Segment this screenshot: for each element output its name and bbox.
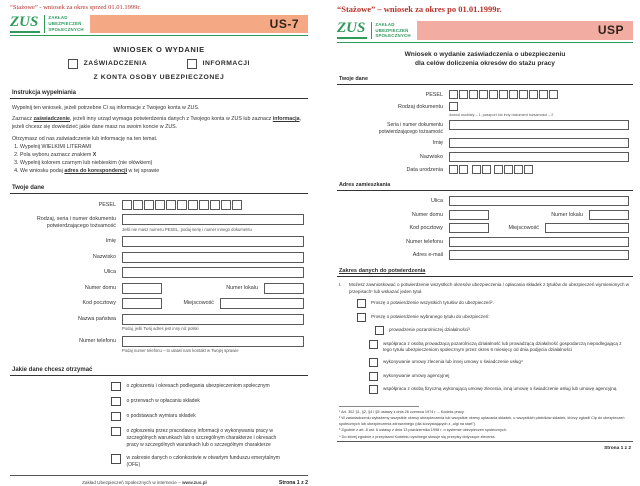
- city-input[interactable]: [220, 298, 304, 309]
- char-box[interactable]: [449, 90, 458, 99]
- document-type-row: [337, 102, 633, 117]
- pesel-row: [10, 200, 308, 210]
- option-row: [111, 427, 310, 449]
- us7-form-code: US-7: [269, 17, 299, 31]
- phone-input[interactable]: [449, 237, 629, 247]
- country-hint: Podaj, jeśli Twój adres jest inny niż polski: [122, 326, 199, 332]
- footnote: ¹ Art. 302 §1, §2, §4 i §5 ustawy z dnia 26 czerwca 1974 r. – Kodeks pracy.: [339, 409, 465, 414]
- chosen-title-label: Proszę o potwierdzenie wybranego tytułu do ubezpieczeń:: [371, 313, 490, 319]
- char-box[interactable]: [232, 200, 242, 210]
- pesel-label: PESEL: [425, 91, 443, 98]
- sub-option-label: współpraca z osobą prowadzącą pozarolniczą działalność lub prowadzącą działalność gospodarczą niepodlegającą z tego tytułu ubezpieczeniom społecznym przez okres 6 miesięcy od dnia podjęcia działalności: [383, 340, 622, 353]
- pesel-input[interactable]: [449, 90, 629, 99]
- char-box[interactable]: [133, 200, 143, 210]
- char-box[interactable]: [479, 90, 488, 99]
- usp-title-line2: dla celów doliczenia okresów do stażu pracy: [415, 60, 555, 68]
- street-row: [10, 267, 308, 278]
- us7-footer: [8, 475, 310, 486]
- option-label: o zgłoszeniu i okresach podlegania ubezpieczeniom społecznym: [126, 382, 270, 389]
- house-flat-row: [337, 210, 633, 220]
- char-box[interactable]: [144, 200, 154, 210]
- email-row: [337, 250, 633, 260]
- first-name-row: [10, 236, 308, 247]
- instruction-item: 1. Wypełnij WIELKIMI LITERAMI: [20, 144, 306, 152]
- zus-logo: [10, 15, 90, 33]
- instruction-item: 4. We wniosku podaj adres do korespondencji w tej sprawie: [20, 168, 306, 176]
- form-usp-page: [333, 2, 637, 451]
- section-scope: Zakres danych do potwierdzenia: [337, 268, 633, 277]
- us7-title: WNIOSEK O WYDANIE: [113, 45, 205, 54]
- option-label: o zgłoszeniu przez pracodawcę informacji o wykonywaniu pracy w szczególnych warunkach lub o szczególnym charakterze i okresach pracy w szczególnych warunkach lub o szczególnym charakterze: [126, 427, 277, 448]
- usp-header: [337, 21, 633, 40]
- option-label: o podstawach wymiaru składek: [126, 412, 196, 419]
- last-name-row: [10, 252, 308, 263]
- char-box[interactable]: [199, 200, 209, 210]
- document-number-row: [337, 120, 633, 135]
- zus-logo: [337, 21, 417, 40]
- section-your-data: Twoje dane: [10, 185, 308, 194]
- last-name-input[interactable]: [122, 252, 304, 263]
- birth-date-row: [337, 165, 633, 174]
- sub-option-checkbox[interactable]: [369, 372, 378, 381]
- us7-subtitle: Z KONTA OSOBY UBEZPIECZONEJ: [93, 73, 225, 81]
- document-label: Rodzaj, seria i numer dokumentu potwierdzającego tożsamość: [36, 216, 116, 230]
- document-number-input[interactable]: [449, 120, 629, 130]
- street-label: Ulica: [104, 269, 116, 276]
- section-what-data: Jakie dane chcesz otrzymać: [10, 367, 308, 376]
- section-address: Adres zamieszkania: [337, 182, 633, 191]
- data-options: [111, 382, 310, 475]
- chosen-title-checkbox[interactable]: [357, 313, 366, 322]
- document-type-input[interactable]: [449, 102, 629, 111]
- city-label: Miejscowość: [183, 300, 214, 307]
- sub-option-checkbox[interactable]: [369, 358, 378, 367]
- first-name-row: [337, 138, 633, 148]
- country-row: [10, 314, 308, 332]
- char-box[interactable]: [221, 200, 231, 210]
- char-box[interactable]: [449, 165, 458, 174]
- char-box[interactable]: [489, 90, 498, 99]
- phone-hint: Podaj numer telefonu – to ułatwi nam kontakt w Twojej sprawie: [122, 348, 239, 354]
- house-flat-row: [10, 283, 308, 294]
- us7-caption: “Stażowe” - wniosek za okres sprzed 01.01.1999r.: [10, 4, 141, 11]
- document-number-label: Seria i numer dokumentu potwierdzającego tożsamość: [378, 122, 443, 135]
- city-label: Miejscowość: [508, 225, 539, 232]
- char-box[interactable]: [519, 90, 528, 99]
- scope-intro-number: I.: [339, 282, 342, 288]
- option-checkbox[interactable]: [111, 427, 121, 437]
- city-input[interactable]: [545, 223, 629, 233]
- us7-title-options: [8, 59, 310, 69]
- first-name-label: Imię: [432, 140, 443, 147]
- sub-option-label: prowadzenie pozarolniczej działalności³: [389, 327, 470, 333]
- document-input[interactable]: [122, 214, 304, 225]
- phone-input[interactable]: [122, 336, 304, 347]
- flat-no-input[interactable]: [589, 210, 629, 220]
- postal-input[interactable]: [449, 223, 489, 233]
- phone-label: Numer telefonu: [406, 238, 443, 245]
- house-no-input[interactable]: [449, 210, 489, 220]
- header-rule: [10, 35, 308, 36]
- char-box[interactable]: [549, 90, 558, 99]
- house-no-label: Numer domu: [411, 211, 443, 218]
- char-box[interactable]: [188, 200, 198, 210]
- option-row: [111, 454, 310, 469]
- char-box[interactable]: [449, 102, 458, 111]
- option-checkbox[interactable]: [111, 397, 121, 407]
- option-label: o przerwach w opłacaniu składek: [126, 397, 200, 404]
- postal-label: Kod pocztowy: [82, 300, 116, 307]
- footnote: ⁴ Do której zgodnie z przepisami Kodeksu cywilnego stosuje się przepisy dotyczące zlecenia.: [339, 434, 496, 439]
- pesel-row: [337, 90, 633, 99]
- footnote: ² W zaświadczeniu wykażemy wszystkie okresy ubezpieczenia lub wszystkie okresy opłacania składek, u wszystkich płatników składek, którzy zgłosili Cię do ubezpieczeń społecznych lub ubezpieczenia zdrowotnego (dla korzystających z „ulgi na start”).: [339, 416, 625, 426]
- char-box[interactable]: [499, 90, 508, 99]
- country-input[interactable]: [122, 314, 304, 325]
- pesel-input[interactable]: [122, 200, 304, 210]
- street-label: Ulica: [431, 198, 443, 205]
- char-box[interactable]: [494, 165, 503, 174]
- first-name-input[interactable]: [449, 138, 629, 148]
- zus-logo-icon: ZUS: [337, 21, 367, 39]
- document-hint: Jeśli nie masz numeru PESEL, podaj serię i numer innego dokumentu: [122, 226, 252, 232]
- scope-option-all: [357, 299, 631, 308]
- all-titles-checkbox[interactable]: [357, 299, 366, 308]
- sub-option-row: [375, 326, 631, 335]
- option-row: [111, 412, 310, 422]
- informacji-checkbox[interactable]: [187, 59, 197, 69]
- zus-org-name: ZAKŁAD UBEZPIECZEŃ SPOŁECZNYCH: [371, 22, 410, 39]
- house-no-label: Numer domu: [84, 284, 116, 291]
- zaswiadczenia-checkbox[interactable]: [68, 59, 78, 69]
- char-box[interactable]: [210, 200, 220, 210]
- sub-option-row: [369, 372, 631, 381]
- char-box[interactable]: [459, 90, 468, 99]
- phone-row: [10, 336, 308, 354]
- flat-no-label: Numer lokalu: [226, 284, 258, 291]
- option-checkbox[interactable]: [111, 382, 121, 392]
- char-box[interactable]: [122, 200, 132, 210]
- sub-option-row: [369, 385, 631, 394]
- option-label: w zakresie danych o członkostwie w otwartym funduszu emerytalnym (OFE): [126, 455, 280, 469]
- flat-no-label: Numer lokalu: [551, 211, 583, 218]
- usp-caption: “Stażowe” – wniosek za okres po 01.01.1999r.: [337, 4, 502, 14]
- phone-label: Numer telefonu: [79, 337, 116, 344]
- sub-option-checkbox[interactable]: [369, 385, 378, 394]
- form-us7-page: [8, 2, 310, 486]
- instruction-item: 3. Wypełnij kolorem czarnym lub niebieskim (nie ołówkiem): [20, 160, 306, 168]
- instructions-p2: Zaznacz zaświadczenie, jeżeli inny urząd wymaga potwierdzenia danych z Twojego konta w ZUS lub zaznacz informacja, jeżeli chcesz się dowiedzieć jakie dane masz na swoim koncie w ZUS.: [12, 116, 302, 130]
- footer-text: Zakład Ubezpieczeń Społecznych w internecie – www.zus.pl: [82, 480, 207, 486]
- sub-option-label: wykonywanie umowy agencyjnej: [383, 372, 450, 378]
- birth-date-input[interactable]: [449, 165, 629, 174]
- informacji-label: INFORMACJI: [202, 60, 250, 68]
- document-type-hint: dowód osobisty – 1, paszport lub inny dokument tożsamości – 2: [449, 112, 554, 117]
- usp-footer: [335, 441, 635, 451]
- instructions-p1: Wypełnij ten wniosek, jeżeli potrzebne Ci są informacje z Twojego konta w ZUS.: [12, 104, 200, 111]
- char-box[interactable]: [459, 165, 468, 174]
- instruction-item: 2. Pola wyboru zaznacz znakiem X: [20, 152, 306, 160]
- last-name-input[interactable]: [449, 152, 629, 162]
- postal-label: Kod pocztowy: [409, 225, 443, 232]
- char-box[interactable]: [524, 165, 533, 174]
- sub-option-row: [369, 358, 631, 367]
- char-box[interactable]: [529, 90, 538, 99]
- first-name-input[interactable]: [122, 236, 304, 247]
- usp-code-banner: [417, 21, 633, 40]
- option-row: [111, 382, 310, 392]
- pesel-label: PESEL: [98, 201, 116, 208]
- sub-option-checkbox[interactable]: [369, 340, 378, 349]
- instructions-p3: Otrzymasz od nas zaświadczenie lub informację na ten temat.: [12, 135, 158, 142]
- country-label: Nazwa państwa: [77, 315, 116, 322]
- char-box[interactable]: [472, 165, 481, 174]
- sub-option-row: [369, 340, 631, 354]
- char-box[interactable]: [469, 90, 478, 99]
- char-box[interactable]: [539, 90, 548, 99]
- char-box[interactable]: [509, 90, 518, 99]
- usp-form-code: USP: [597, 23, 624, 38]
- sub-option-label: współpraca z osobą fizyczną wykonującą umowę zlecenia, inną umowę o świadczenie usług lub umowę agencyjną: [383, 386, 617, 391]
- last-name-row: [337, 152, 633, 162]
- postal-city-row: [337, 223, 633, 233]
- section-your-data: Twoje dane: [337, 76, 633, 85]
- instructions-list: [20, 144, 306, 176]
- document-row: [10, 214, 308, 232]
- zus-logo-icon: ZUS: [10, 15, 40, 33]
- postal-city-row: [10, 298, 308, 309]
- sub-option-checkbox[interactable]: [375, 326, 384, 335]
- section-instructions: Instrukcja wypełniania: [10, 90, 308, 99]
- sub-option-label: wykonywanie umowy zlecenia lub innej umowy o świadczenie usług⁴: [383, 359, 523, 364]
- footnote-separator: [339, 406, 419, 407]
- us7-code-banner: [90, 15, 308, 33]
- house-no-input[interactable]: [122, 283, 162, 294]
- scope-intro-text: Możesz zawnioskować o potwierdzenie wszystkich okresów ubezpieczenia / opłacania składek z tytułów do ubezpieczeń wymienionych w przepisach¹ lub wskazać jeden tytuł.: [349, 282, 630, 294]
- postal-input[interactable]: [122, 298, 162, 309]
- street-row: [337, 196, 633, 206]
- option-checkbox[interactable]: [111, 412, 121, 422]
- zus-url: www.zus.pl: [181, 480, 207, 486]
- street-input[interactable]: [449, 196, 629, 206]
- zaswiadczenia-label: ZAŚWIADCZENIA: [83, 60, 148, 68]
- page-number: Strona 1 z 2: [604, 446, 631, 451]
- email-input[interactable]: [449, 250, 629, 260]
- char-box[interactable]: [177, 200, 187, 210]
- flat-no-input[interactable]: [264, 283, 304, 294]
- char-box[interactable]: [166, 200, 176, 210]
- char-box[interactable]: [482, 165, 491, 174]
- us7-header: [10, 15, 308, 33]
- char-box[interactable]: [155, 200, 165, 210]
- scope-option-choose: [357, 313, 631, 322]
- page-number: Strona 1 z 2: [278, 479, 308, 486]
- first-name-label: Imię: [105, 238, 116, 245]
- option-row: [111, 397, 310, 407]
- usp-title-line1: Wniosek o wydanie zaświadczenia o ubezpieczeniu: [404, 50, 566, 58]
- last-name-label: Nazwisko: [419, 153, 443, 160]
- header-rule: [337, 42, 633, 43]
- document-type-label: Rodzaj dokumentu: [398, 104, 443, 111]
- phone-row: [337, 237, 633, 247]
- last-name-label: Nazwisko: [92, 253, 116, 260]
- email-label: Adres e-mail: [412, 252, 443, 259]
- street-input[interactable]: [122, 267, 304, 278]
- char-box[interactable]: [514, 165, 523, 174]
- all-titles-label: Proszę o potwierdzenie wszystkich tytułów do ubezpieczeń².: [371, 300, 494, 306]
- scope-intro: [339, 282, 631, 295]
- zus-org-name: ZAKŁAD UBEZPIECZEŃ SPOŁECZNYCH: [44, 15, 83, 32]
- birth-date-label: Data urodzenia: [406, 167, 443, 174]
- footnote: ³ Zgodnie z art. 8 ust. 6 ustawy z dnia 13 października 1998 r. o systemie ubezpieczeń społecznych.: [339, 428, 507, 432]
- option-checkbox[interactable]: [111, 454, 121, 464]
- char-box[interactable]: [504, 165, 513, 174]
